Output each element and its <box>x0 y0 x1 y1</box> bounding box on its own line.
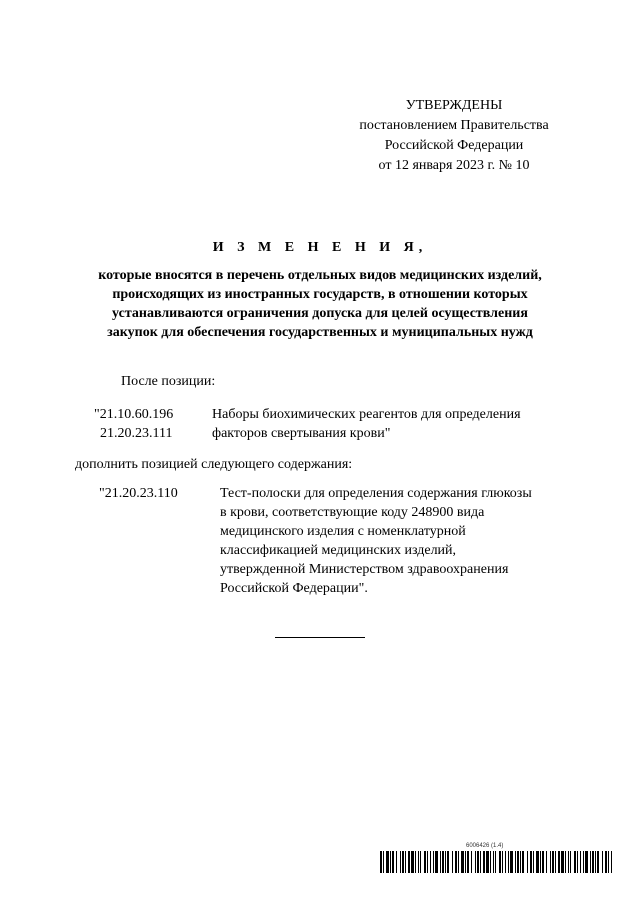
approval-line: от 12 января 2023 г. № 10 <box>378 158 530 173</box>
approval-line: УТВЕРЖДЕНЫ <box>405 98 503 113</box>
description-line: Наборы биохимических реагентов для определения <box>212 407 521 422</box>
document-subtitle <box>60 266 580 342</box>
subtitle-line: устанавливаются ограничения допуска для целей осуществления <box>112 306 528 321</box>
closing-rule <box>275 637 365 638</box>
document-title: И З М Е Н Е Н И Я, <box>212 240 428 255</box>
existing-code-1: "21.10.60.196 <box>94 407 174 422</box>
barcode-image <box>380 851 612 873</box>
supplement-text: дополнить позицией следующего содержания: <box>75 457 353 472</box>
approval-line: постановлением Правительства <box>359 118 549 133</box>
barcode-number: 6006426 (1.4) <box>466 843 504 849</box>
description-line: Тест-полоски для определения содержания глюкозы <box>220 486 532 501</box>
subtitle-line: закупок для обеспечения государственных и муниципальных нужд <box>107 325 533 340</box>
new-position-code: "21.20.23.110 <box>99 486 178 501</box>
description-line: в крови, соответствующие коду 248900 вида <box>220 505 485 520</box>
approval-block <box>330 96 578 176</box>
new-position-description <box>220 484 532 598</box>
existing-description <box>212 405 521 443</box>
description-line: утвержденной Министерством здравоохранения <box>220 562 509 577</box>
description-line: медицинского изделия с номенклатурной <box>220 524 466 539</box>
description-line: классификацией медицинских изделий, <box>220 543 457 558</box>
existing-code-2: 21.20.23.111 <box>100 426 173 441</box>
after-position-label: После позиции: <box>121 374 216 389</box>
description-line: Российской Федерации". <box>220 581 368 596</box>
subtitle-line: происходящих из иностранных государств, в отношении которых <box>112 287 528 302</box>
approval-line: Российской Федерации <box>384 138 524 153</box>
subtitle-line: которые вносятся в перечень отдельных видов медицинских изделий, <box>98 268 542 283</box>
description-line: факторов свертывания крови" <box>212 426 391 441</box>
